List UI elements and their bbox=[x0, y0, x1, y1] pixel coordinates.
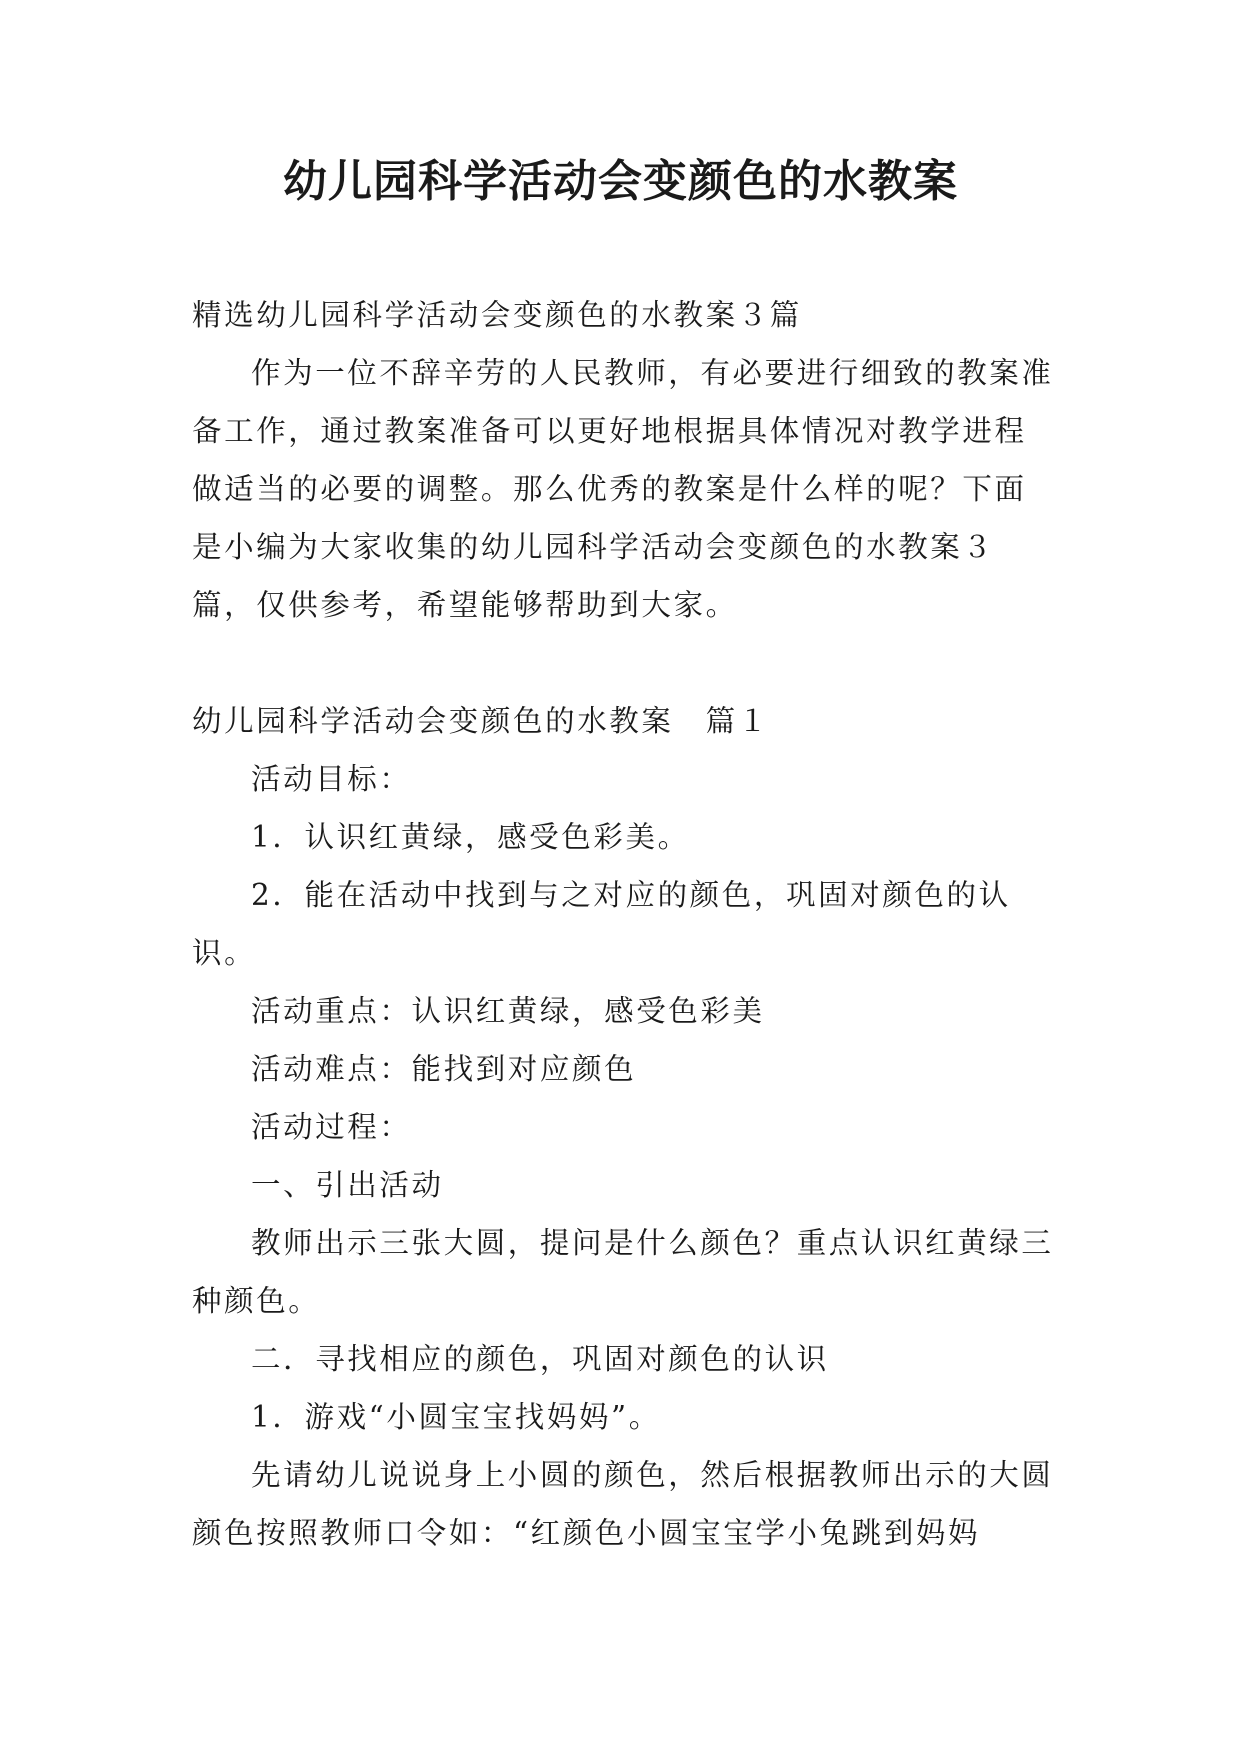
paragraph-difficulty: 活动难点：能找到对应颜色 bbox=[251, 1052, 637, 1086]
paragraph-process: 活动过程： bbox=[251, 1110, 412, 1144]
document-subtitle: 精选幼儿园科学活动会变颜色的水教案３篇 bbox=[192, 298, 802, 332]
paragraph-goal-2: 2．能在活动中找到与之对应的颜色，巩固对颜色的认识。 bbox=[192, 878, 1011, 970]
intro-paragraph: 作为一位不辞辛劳的人民教师，有必要进行细致的教案准备工作，通过教案准备可以更好地根据具体情况对教学进程做适当的必要的调整。那么优秀的教案是什么样的呢？下面是小编为大家收集的幼儿园科学活动会变颜色的水教案３篇，仅供参考，希望能够帮助到大家。 bbox=[192, 356, 1054, 622]
paragraph-goal-1: 1．认识红黄绿，感受色彩美。 bbox=[251, 820, 690, 854]
document-title: 幼儿园科学活动会变颜色的水教案 bbox=[283, 156, 958, 207]
paragraph-activity-goals: 活动目标： bbox=[251, 762, 412, 796]
document-body bbox=[192, 286, 1054, 1562]
paragraph-game-detail: 先请幼儿说说身上小圆的颜色，然后根据教师出示的大圆颜色按照教师口令如：“红颜色小圆宝宝学小兔跳到妈妈 bbox=[192, 1458, 1054, 1550]
section-heading: 幼儿园科学活动会变颜色的水教案 篇１ bbox=[192, 704, 770, 738]
paragraph-key-point: 活动重点：认识红黄绿，感受色彩美 bbox=[251, 994, 765, 1028]
paragraph-step-1: 一、引出活动 bbox=[251, 1168, 444, 1202]
paragraph-step-2: 二．寻找相应的颜色，巩固对颜色的认识 bbox=[251, 1342, 829, 1376]
paragraph-step-1-detail: 教师出示三张大圆，提问是什么颜色？重点认识红黄绿三种颜色。 bbox=[192, 1226, 1054, 1318]
paragraph-game: 1．游戏“小圆宝宝找妈妈”。 bbox=[251, 1400, 661, 1434]
